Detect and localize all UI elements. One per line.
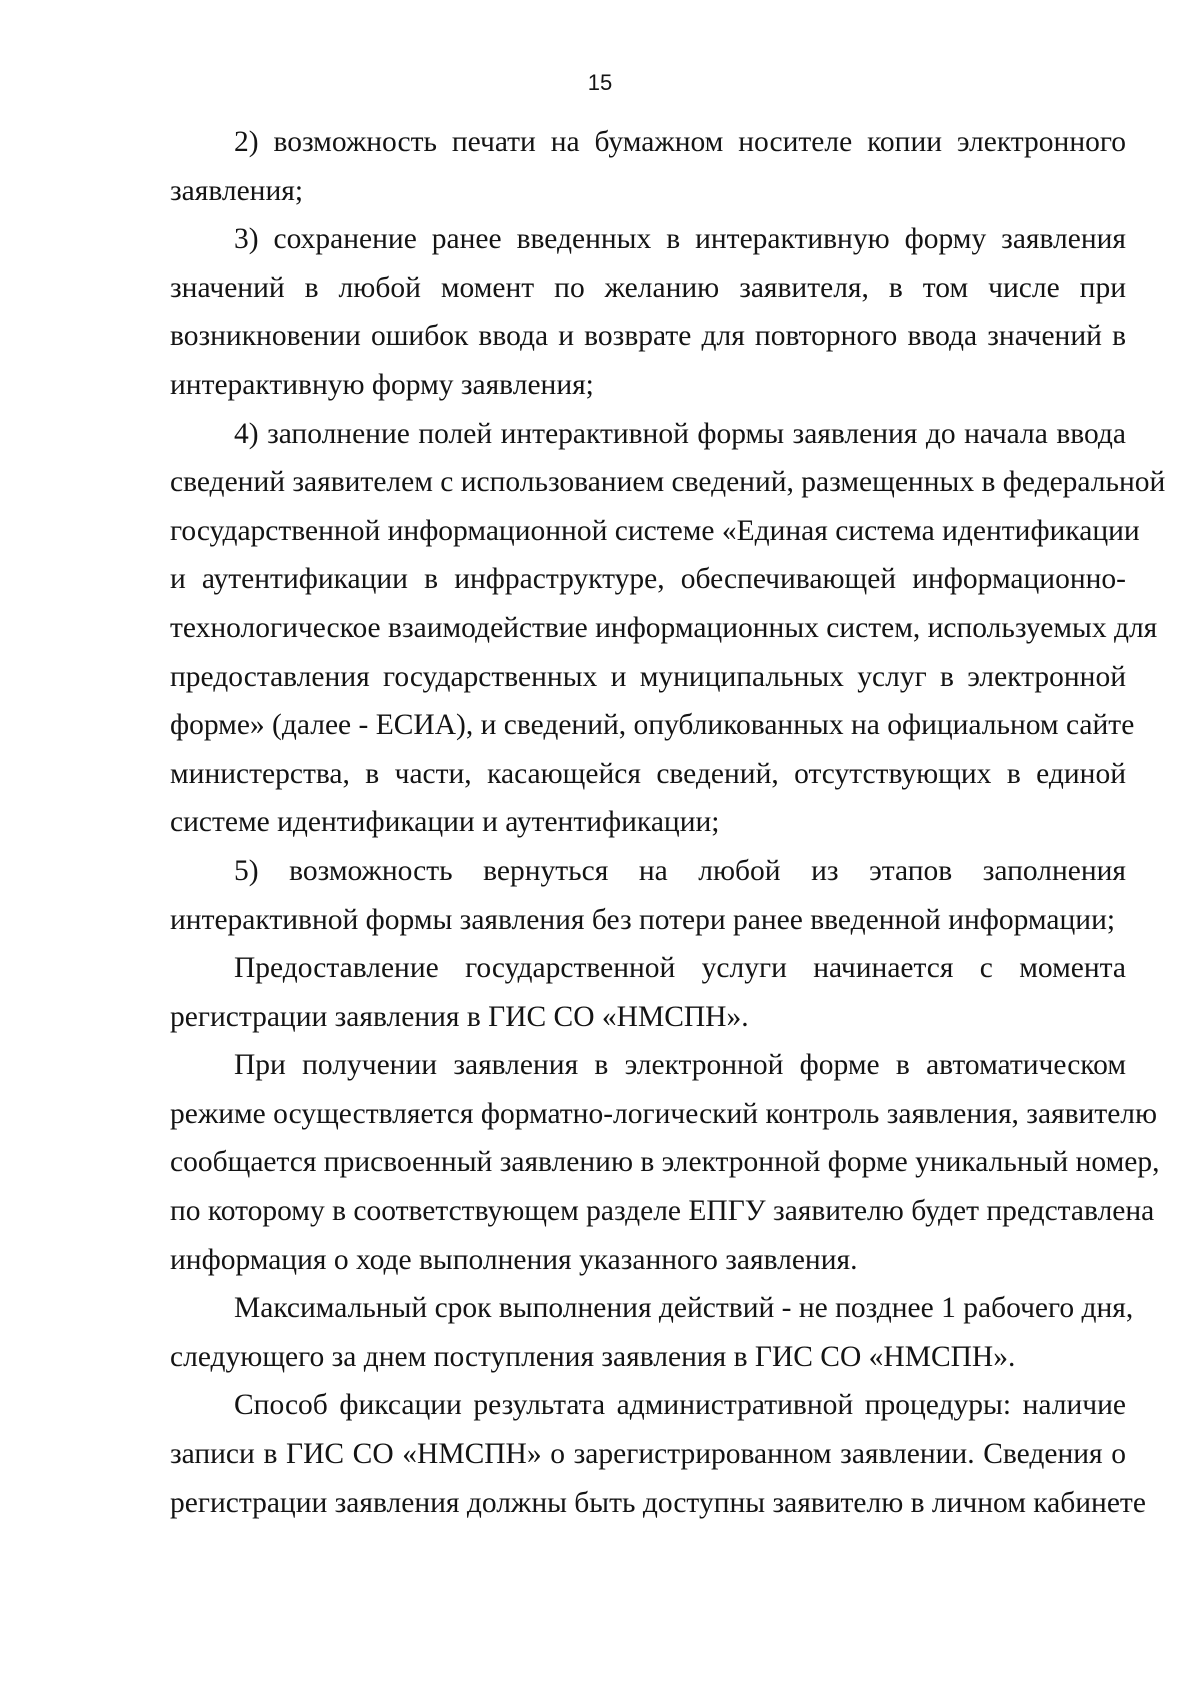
text-line: возникновении ошибок ввода и возврате для повторного ввода значений в [170, 320, 1126, 353]
text-line: 5) возможность вернуться на любой из этапов заполнения [234, 854, 1126, 887]
text-line: При получении заявления в электронной форме в автоматическом [234, 1049, 1126, 1082]
text-line: сообщается присвоенный заявлению в электронной форме уникальный номер, [170, 1146, 1160, 1179]
text-line: Способ фиксации результата административной процедуры: наличие [234, 1389, 1126, 1422]
text-line: заявления; [170, 174, 304, 207]
text-line: сведений заявителем с использованием сведений, размещенных в федеральной [170, 466, 1166, 499]
paragraph-fixation [170, 1381, 1146, 1527]
text-line: 4) заполнение полей интерактивной формы заявления до начала ввода [234, 417, 1126, 450]
text-line: информация о ходе выполнения указанного заявления. [170, 1243, 858, 1276]
text-line: по которому в соответствующем разделе ЕПГУ заявителю будет представлена [170, 1195, 1155, 1228]
paragraph-item-2 [170, 118, 1126, 215]
paragraph-item-4 [170, 410, 1166, 847]
paragraph-item-3 [170, 215, 1126, 409]
text-line: и аутентификации в инфраструктуре, обеспечивающей информационно- [170, 563, 1126, 596]
paragraph-item-5 [170, 847, 1126, 944]
text-line: интерактивной формы заявления без потери ранее введенной информации; [170, 903, 1116, 936]
text-line: Предоставление государственной услуги начинается с момента [234, 952, 1126, 985]
text-line: интерактивную форму заявления; [170, 368, 594, 401]
document-body [170, 118, 1166, 1527]
paragraph-electronic-receipt [170, 1041, 1160, 1284]
text-line: следующего за днем поступления заявления в ГИС СО «НМСПН». [170, 1340, 1016, 1373]
text-line: Максимальный срок выполнения действий - не позднее 1 рабочего дня, [234, 1292, 1134, 1325]
text-line: 3) сохранение ранее введенных в интерактивную форму заявления [234, 223, 1126, 256]
text-line: записи в ГИС СО «НМСПН» о зарегистрированном заявлении. Сведения о [170, 1438, 1126, 1471]
text-line: режиме осуществляется форматно-логический контроль заявления, заявителю [170, 1097, 1158, 1130]
text-line: регистрации заявления в ГИС СО «НМСПН». [170, 1000, 749, 1033]
paragraph-max-term [170, 1284, 1134, 1381]
text-line: технологическое взаимодействие информационных систем, используемых для [170, 611, 1158, 644]
text-line: значений в любой момент по желанию заявителя, в том числе при [170, 271, 1126, 304]
text-line: системе идентификации и аутентификации; [170, 806, 720, 839]
text-line: форме» (далее - ЕСИА), и сведений, опубликованных на официальном сайте [170, 709, 1135, 742]
text-line: государственной информационной системе «Единая система идентификации [170, 514, 1140, 547]
text-line: регистрации заявления должны быть доступны заявителю в личном кабинете [170, 1486, 1146, 1519]
text-line: 2) возможность печати на бумажном носителе копии электронного [234, 126, 1126, 158]
text-line: предоставления государственных и муниципальных услуг в электронной [170, 660, 1126, 693]
text-line: министерства, в части, касающейся сведений, отсутствующих в единой [170, 757, 1126, 790]
page-number: 15 [587, 70, 613, 95]
paragraph-service-start [170, 944, 1126, 1041]
